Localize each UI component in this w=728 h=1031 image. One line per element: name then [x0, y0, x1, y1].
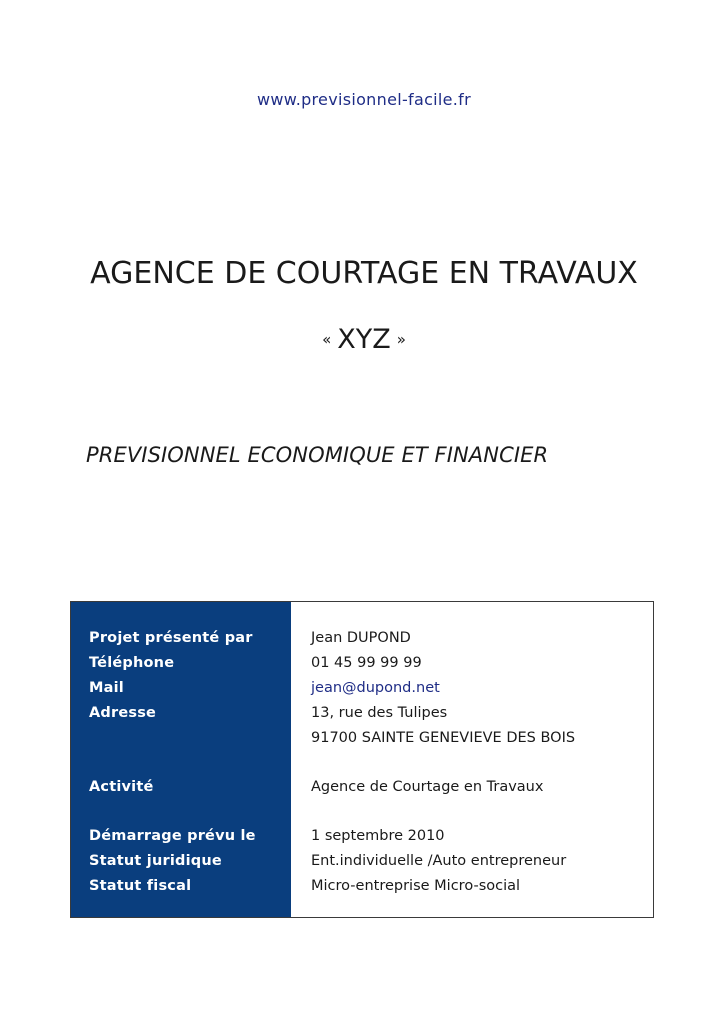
info-value: 13, rue des Tulipes	[311, 705, 448, 721]
info-value: 1 septembre 2010	[311, 828, 445, 844]
info-label: Statut juridique	[89, 853, 222, 869]
info-value: 01 45 99 99 99	[311, 655, 422, 671]
close-quote: »	[396, 330, 406, 349]
website-link[interactable]: www.previsionnel-facile.fr	[257, 90, 471, 109]
info-value: Ent.individuelle /Auto entrepreneur	[311, 853, 567, 869]
info-label: Projet présenté par	[89, 630, 253, 646]
info-value: Jean DUPOND	[311, 630, 411, 646]
open-quote: «	[322, 330, 332, 349]
info-value: Micro-entreprise Micro-social	[311, 878, 521, 894]
info-label: Démarrage prévu le	[89, 828, 256, 844]
info-label: Activité	[89, 779, 154, 795]
company-title: AGENCE DE COURTAGE EN TRAVAUX	[90, 256, 638, 291]
company-name	[0, 324, 728, 355]
document-heading: PREVISIONNEL ECONOMIQUE ET FINANCIER	[86, 443, 549, 467]
project-info-box	[70, 601, 654, 918]
info-value: 91700 SAINTE GENEVIEVE DES BOIS	[311, 730, 576, 746]
email-link[interactable]: jean@dupond.net	[311, 680, 440, 696]
info-label: Mail	[89, 680, 124, 696]
info-label: Téléphone	[89, 655, 175, 671]
info-label: Statut fiscal	[89, 878, 192, 894]
info-value: Agence de Courtage en Travaux	[311, 779, 544, 795]
company-name-text: XYZ	[337, 324, 391, 355]
info-label: Adresse	[89, 705, 157, 721]
